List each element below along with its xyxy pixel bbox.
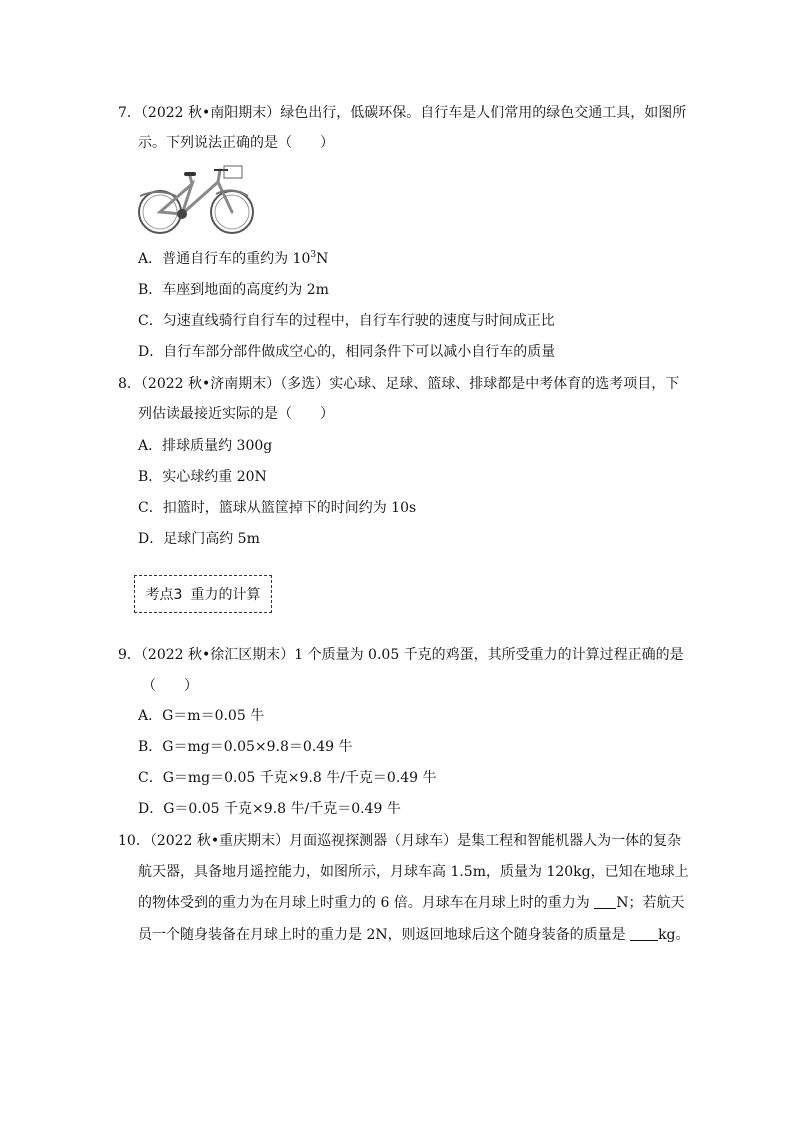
q9-stem-line1: 9．（2022 秋•徐汇区期末）1 个质量为 0.05 千克的鸡蛋，其所受重力的计算过程正确的是 [118, 647, 684, 663]
section-badge [134, 575, 272, 613]
q7-option-d: D．自行车部分部件做成空心的，相同条件下可以减小自行车的质量 [138, 344, 556, 360]
q8-option-a: A．排球质量约 300g [138, 438, 273, 454]
q10-stem-line3: 的物体受到的重力为在月球上时重力的 6 倍。月球车在月球上时的重力为 N；若航天 [138, 895, 685, 911]
q7-option-c: C．匀速直线骑行自行车的过程中，自行车行驶的速度与时间成正比 [138, 313, 555, 329]
q7-option-b: B．车座到地面的高度约为 2m [138, 282, 329, 298]
answer-blank-1[interactable] [594, 894, 616, 909]
q7-option-a: A．普通自行车的重约为 $10^3N$ [138, 250, 329, 267]
q7-stem-line2: 示。下列说法正确的是（ ） [138, 135, 334, 151]
q8-option-d: D．足球门高约 5m [138, 531, 260, 547]
q8-option-b: B．实心球约重 20N [138, 469, 267, 485]
bicycle-image [136, 162, 258, 238]
q10-stem-line2: 航天器，具备地月遥控能力，如图所示，月球车高 1.5m，质量为 120kg，已知在地球上 [138, 864, 689, 880]
q8-option-c: C．扣篮时，篮球从篮筐掉下的时间约为 10s [138, 500, 417, 516]
q8-stem-line2: 列估读最接近实际的是（ ） [138, 406, 334, 422]
q9-option-d: D．G＝0.05 千克×9.8 牛/千克＝0.49 牛 [138, 801, 401, 817]
q7-stem-line1: 7．（2022 秋•南阳期末）绿色出行，低碳环保。自行车是人们常用的绿色交通工具，如图所 [118, 105, 687, 121]
q8-stem-line1: 8．（2022 秋•济南期末）（多选）实心球、足球、篮球、排球都是中考体育的选考项目，下 [118, 376, 680, 392]
q9-option-b: B．G＝mg＝0.05×9.8＝0.49 牛 [138, 739, 353, 755]
answer-blank-2[interactable] [630, 926, 658, 941]
section-title: 重力的计算 [190, 587, 261, 603]
q10-stem-line1: 10．（2022 秋•重庆期末）月面巡视探测器（月球车）是集工程和智能机器人为一体的复杂 [118, 833, 682, 849]
q9-stem-line2: （ ） [142, 678, 198, 694]
q9-option-a: A．G＝m＝0.05 牛 [138, 708, 265, 724]
q10-stem-line4: 员一个随身装备在月球上时的重力是 2N，则返回地球后这个随身装备的质量是 kg。 [138, 927, 690, 943]
q9-option-c: C．G＝mg＝0.05 千克×9.8 牛/千克＝0.49 牛 [138, 770, 437, 786]
section-label: 考点3 [145, 587, 183, 603]
